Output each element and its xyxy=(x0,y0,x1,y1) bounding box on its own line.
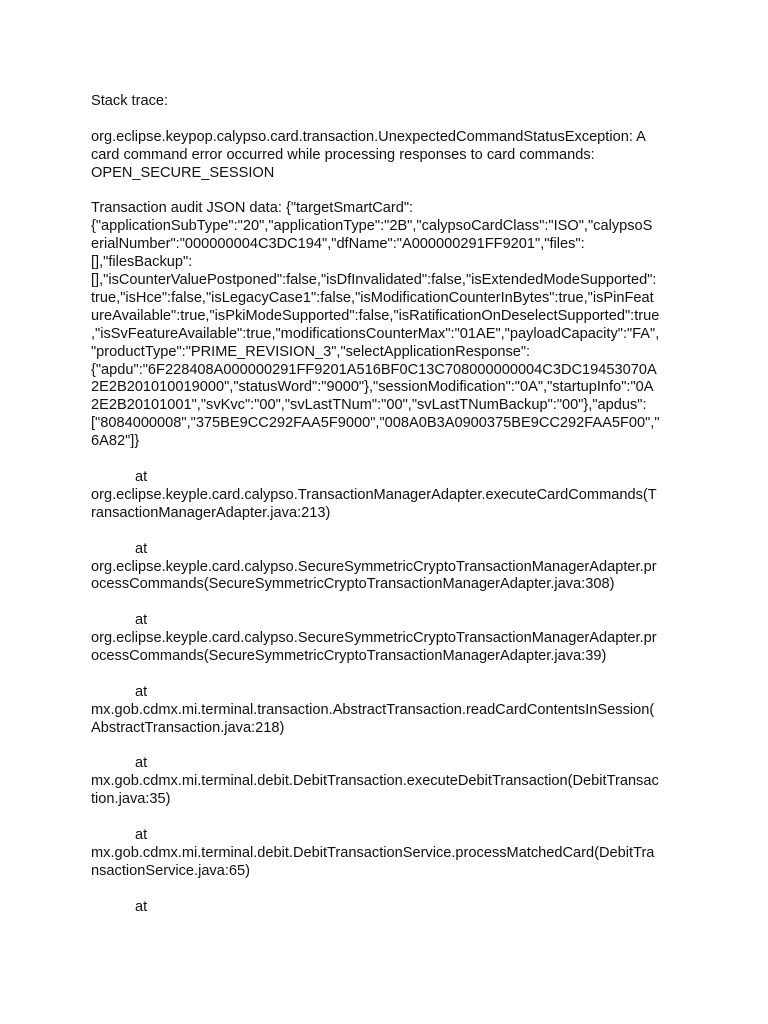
frame-at: at xyxy=(135,468,148,485)
frame-line: org.eclipse.keyple.card.calypso.TransactionManagerAdapter.executeCardCommands(T xyxy=(91,486,657,503)
audit-json-block xyxy=(91,200,681,451)
audit-line: {"apdu":"6F228408A000000291FF9201A516BF0C13C708000000004C3DC19453070A xyxy=(91,361,657,378)
frame-at: at xyxy=(135,827,148,844)
spacer xyxy=(91,881,681,899)
spacer xyxy=(91,523,681,541)
frame-line: nsactionService.java:65) xyxy=(91,862,250,879)
exception-line: card command error occurred while processing responses to card commands: xyxy=(91,146,595,163)
spacer xyxy=(91,809,681,827)
stack-frame xyxy=(91,612,681,666)
frame-at: at xyxy=(135,683,148,700)
audit-line: ["8084000008","375BE9CC292FAA5F9000","008A0B3A0900375BE9CC292FAA5F00"," xyxy=(91,415,660,432)
stack-frame xyxy=(91,684,681,738)
audit-line: {"applicationSubType":"20","applicationType":"2B","calypsoCardClass":"ISO","calypsoS xyxy=(91,218,653,235)
frame-line: AbstractTransaction.java:218) xyxy=(91,719,285,736)
spacer xyxy=(91,451,681,469)
frame-line: org.eclipse.keyple.card.calypso.SecureSymmetricCryptoTransactionManagerAdapter.pr xyxy=(91,630,657,647)
exception-line: org.eclipse.keypop.calypso.card.transaction.UnexpectedCommandStatusException: A xyxy=(91,128,646,145)
document-body xyxy=(91,93,681,917)
frame-line: mx.gob.cdmx.mi.terminal.transaction.AbstractTransaction.readCardContentsInSession( xyxy=(91,701,655,718)
audit-line: 6A82"]} xyxy=(91,433,140,450)
frame-line: tion.java:35) xyxy=(91,791,171,808)
stack-frame xyxy=(91,541,681,595)
frame-line: ocessCommands(SecureSymmetricCryptoTransactionManagerAdapter.java:39) xyxy=(91,648,607,665)
stack-frame xyxy=(91,469,681,523)
frame-at: at xyxy=(135,612,148,629)
spacer xyxy=(91,183,681,201)
frame-at: at xyxy=(135,898,148,915)
spacer xyxy=(91,666,681,684)
audit-line: ureAvailable":true,"isPkiModeSupported":false,"isRatificationOnDeselectSupported":true xyxy=(91,307,660,324)
audit-line: [],"filesBackup": xyxy=(91,254,193,271)
audit-line: [],"isCounterValuePostponed":false,"isDfInvalidated":false,"isExtendedModeSupported": xyxy=(91,272,657,289)
frame-line: ocessCommands(SecureSymmetricCryptoTransactionManagerAdapter.java:308) xyxy=(91,576,615,593)
frame-line: org.eclipse.keyple.card.calypso.SecureSymmetricCryptoTransactionManagerAdapter.pr xyxy=(91,558,657,575)
audit-line: 2E2B20101001","svKvc":"00","svLastTNum":"00","svLastTNumBackup":"00"},"apdus": xyxy=(91,397,647,414)
stack-frame xyxy=(91,755,681,809)
frame-line: ransactionManagerAdapter.java:213) xyxy=(91,504,331,521)
spacer xyxy=(91,111,681,129)
spacer xyxy=(91,594,681,612)
exception-message xyxy=(91,129,681,183)
stack-frame xyxy=(91,899,681,917)
frame-at: at xyxy=(135,755,148,772)
spacer xyxy=(91,738,681,756)
stack-trace-heading: Stack trace: xyxy=(91,93,169,109)
frame-line: mx.gob.cdmx.mi.terminal.debit.DebitTransaction.executeDebitTransaction(DebitTransac xyxy=(91,773,659,790)
audit-line: true,"isHce":false,"isLegacyCase1":false,"isModificationCounterInBytes":true,"isPinFeat xyxy=(91,289,654,306)
frame-line: mx.gob.cdmx.mi.terminal.debit.DebitTransactionService.processMatchedCard(DebitTra xyxy=(91,844,655,861)
exception-line: OPEN_SECURE_SESSION xyxy=(91,164,275,181)
audit-line: erialNumber":"000000004C3DC194","dfName":"A000000291FF9201","files": xyxy=(91,236,585,253)
frame-at: at xyxy=(135,540,148,557)
audit-line: "productType":"PRIME_REVISION_3","selectApplicationResponse": xyxy=(91,343,531,360)
audit-line: 2E2B201010019000","statusWord":"9000"},"sessionModification":"0A","startupInfo":"0A xyxy=(91,379,654,396)
audit-line: ,"isSvFeatureAvailable":true,"modificationsCounterMax":"01AE","payloadCapacity":"FA", xyxy=(91,325,660,342)
stack-frame xyxy=(91,827,681,881)
audit-line: Transaction audit JSON data: {"targetSmartCard": xyxy=(91,200,414,217)
